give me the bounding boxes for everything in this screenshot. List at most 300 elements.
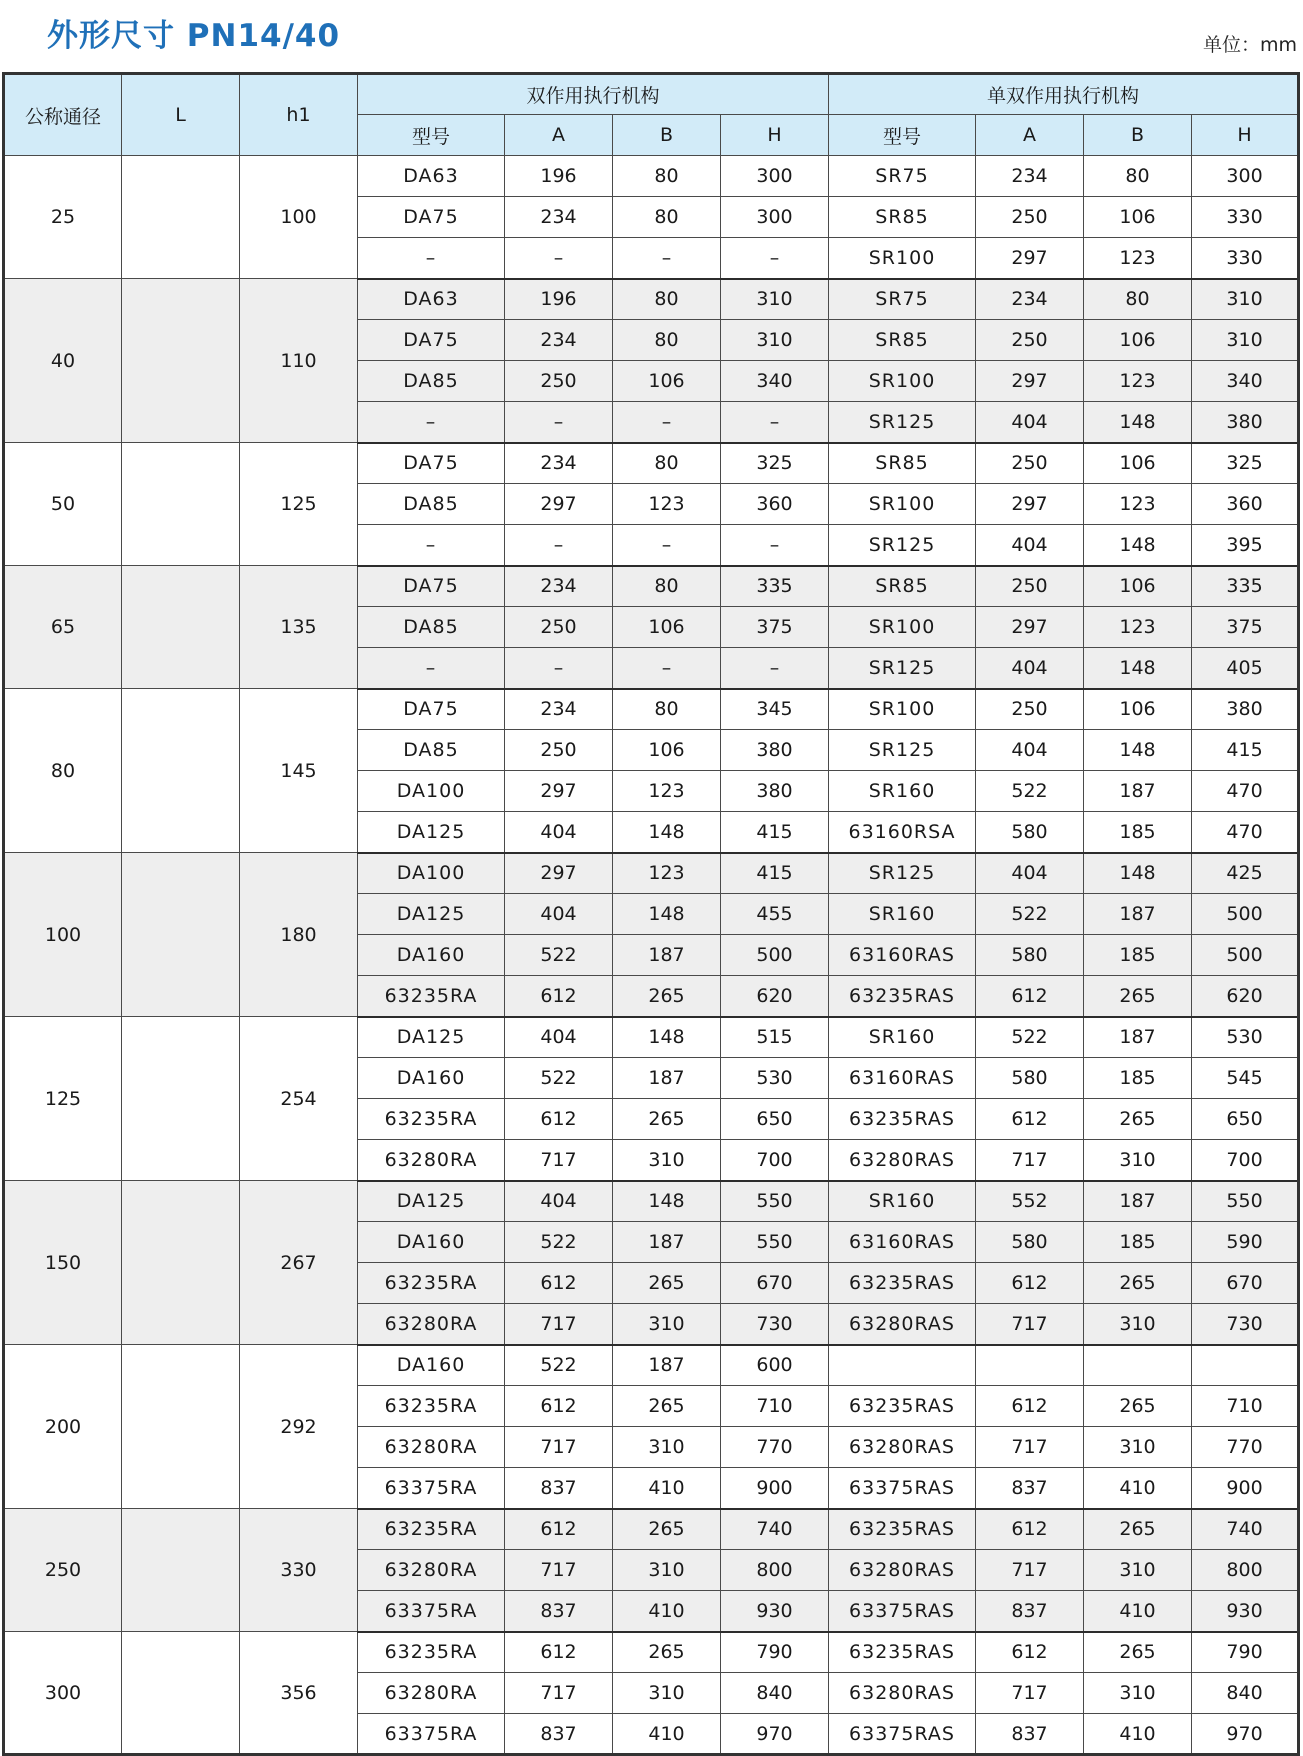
cell-da-B: 187 [613, 1345, 721, 1386]
cell-sr-B: 123 [1084, 361, 1192, 402]
dn-group [4, 1017, 1299, 1181]
cell-sr-H: 330 [1192, 238, 1299, 279]
cell-da-B: 80 [613, 566, 721, 607]
table-row [4, 566, 1299, 607]
cell-da-model: 63375RA [358, 1714, 505, 1755]
cell-sr-A: 234 [976, 279, 1084, 320]
cell-sr-A: 612 [976, 976, 1084, 1017]
cell-da-B: 310 [613, 1673, 721, 1714]
cell-da-model: – [358, 238, 505, 279]
cell-sr-model: 63280RAS [829, 1140, 976, 1181]
cell-da-model: DA85 [358, 484, 505, 525]
cell-h1: 180 [240, 853, 358, 1017]
cell-sr-A: 837 [976, 1468, 1084, 1509]
cell-sr-H: 790 [1192, 1632, 1299, 1673]
cell-sr-H: 970 [1192, 1714, 1299, 1755]
cell-da-model: DA100 [358, 771, 505, 812]
cell-da-A: 717 [505, 1304, 613, 1345]
cell-sr-model: 63235RAS [829, 1263, 976, 1304]
table-row [4, 853, 1299, 894]
cell-da-model: 63280RA [358, 1427, 505, 1468]
cell-da-A: 717 [505, 1140, 613, 1181]
cell-sr-model: 63235RAS [829, 976, 976, 1017]
cell-sr-A: 234 [976, 156, 1084, 197]
cell-h1: 110 [240, 279, 358, 443]
cell-sr-H: 670 [1192, 1263, 1299, 1304]
cell-da-H: 740 [721, 1509, 829, 1550]
dn-group [4, 1181, 1299, 1345]
cell-da-H: 620 [721, 976, 829, 1017]
cell-sr-A [976, 1345, 1084, 1386]
cell-sr-A: 837 [976, 1591, 1084, 1632]
cell-da-model: DA125 [358, 1017, 505, 1058]
cell-sr-H: 310 [1192, 279, 1299, 320]
cell-da-A: 196 [505, 156, 613, 197]
cell-sr-B: 123 [1084, 238, 1192, 279]
cell-da-A: 522 [505, 935, 613, 976]
cell-sr-B: 148 [1084, 853, 1192, 894]
cell-da-H: 530 [721, 1058, 829, 1099]
cell-da-model: 63280RA [358, 1673, 505, 1714]
cell-da-model: DA85 [358, 361, 505, 402]
cell-h1: 292 [240, 1345, 358, 1509]
cell-da-H: 770 [721, 1427, 829, 1468]
cell-sr-model: SR160 [829, 894, 976, 935]
header-sr-model: 型号 [829, 115, 976, 156]
cell-sr-A: 522 [976, 771, 1084, 812]
cell-sr-model: 63235RAS [829, 1386, 976, 1427]
cell-dn: 65 [4, 566, 122, 689]
cell-sr-H: 375 [1192, 607, 1299, 648]
cell-sr-B: 187 [1084, 1017, 1192, 1058]
cell-sr-A: 404 [976, 525, 1084, 566]
cell-sr-H: 330 [1192, 197, 1299, 238]
cell-sr-H: 470 [1192, 771, 1299, 812]
cell-sr-model: 63280RAS [829, 1304, 976, 1345]
cell-sr-B: 310 [1084, 1673, 1192, 1714]
cell-da-A: – [505, 238, 613, 279]
cell-da-A: 717 [505, 1673, 613, 1714]
cell-da-model: DA160 [358, 1058, 505, 1099]
cell-da-H: 800 [721, 1550, 829, 1591]
cell-sr-A: 250 [976, 443, 1084, 484]
cell-da-B: – [613, 648, 721, 689]
cell-L [122, 1017, 240, 1181]
dimension-table [2, 72, 1300, 1756]
cell-L [122, 1632, 240, 1755]
cell-sr-model: 63280RAS [829, 1673, 976, 1714]
cell-da-H: 670 [721, 1263, 829, 1304]
dn-group [4, 689, 1299, 853]
dn-group [4, 156, 1299, 279]
cell-sr-H: 470 [1192, 812, 1299, 853]
cell-sr-A: 250 [976, 566, 1084, 607]
table-row [4, 1632, 1299, 1673]
cell-sr-A: 612 [976, 1099, 1084, 1140]
cell-da-A: 297 [505, 853, 613, 894]
cell-sr-model: SR160 [829, 1017, 976, 1058]
header-da-model: 型号 [358, 115, 505, 156]
cell-sr-H: 900 [1192, 1468, 1299, 1509]
cell-da-B: 106 [613, 361, 721, 402]
cell-da-H: 310 [721, 320, 829, 361]
cell-da-A: 612 [505, 1099, 613, 1140]
cell-da-model: DA75 [358, 320, 505, 361]
cell-sr-A: 612 [976, 1386, 1084, 1427]
cell-sr-B: 410 [1084, 1714, 1192, 1755]
cell-dn: 80 [4, 689, 122, 853]
cell-L [122, 1181, 240, 1345]
cell-sr-A: 297 [976, 238, 1084, 279]
cell-da-A: – [505, 402, 613, 443]
cell-da-H: 710 [721, 1386, 829, 1427]
dn-group [4, 1345, 1299, 1509]
cell-da-A: 234 [505, 320, 613, 361]
cell-da-H: 790 [721, 1632, 829, 1673]
cell-sr-B: 187 [1084, 1181, 1192, 1222]
cell-da-B: – [613, 238, 721, 279]
cell-sr-H: 310 [1192, 320, 1299, 361]
cell-da-H: 650 [721, 1099, 829, 1140]
header-da-A: A [505, 115, 613, 156]
header-sr-A: A [976, 115, 1084, 156]
cell-da-A: 612 [505, 1386, 613, 1427]
cell-da-model: DA125 [358, 1181, 505, 1222]
table-row [4, 443, 1299, 484]
cell-sr-B: 187 [1084, 771, 1192, 812]
cell-da-A: 234 [505, 443, 613, 484]
cell-sr-model: SR100 [829, 361, 976, 402]
cell-da-H: 970 [721, 1714, 829, 1755]
table-row [4, 689, 1299, 730]
cell-sr-H: 590 [1192, 1222, 1299, 1263]
cell-sr-A: 717 [976, 1550, 1084, 1591]
cell-sr-H: 340 [1192, 361, 1299, 402]
cell-L [122, 1509, 240, 1632]
cell-da-B: 265 [613, 1263, 721, 1304]
cell-da-H: 515 [721, 1017, 829, 1058]
cell-dn: 300 [4, 1632, 122, 1755]
cell-sr-B: 185 [1084, 1058, 1192, 1099]
cell-da-A: 612 [505, 1509, 613, 1550]
table-header [4, 74, 1299, 156]
cell-sr-B: 187 [1084, 894, 1192, 935]
cell-sr-A: 404 [976, 853, 1084, 894]
cell-sr-A: 612 [976, 1263, 1084, 1304]
cell-da-B: 310 [613, 1304, 721, 1345]
cell-da-model: 63235RA [358, 1632, 505, 1673]
cell-dn: 200 [4, 1345, 122, 1509]
cell-sr-model: SR75 [829, 156, 976, 197]
cell-da-B: 80 [613, 156, 721, 197]
cell-da-H: 335 [721, 566, 829, 607]
cell-sr-model: 63235RAS [829, 1099, 976, 1140]
cell-sr-H: 800 [1192, 1550, 1299, 1591]
header-single-double-acting: 单双作用执行机构 [829, 74, 1299, 115]
cell-da-model: DA160 [358, 1222, 505, 1263]
cell-sr-model: 63160RSA [829, 812, 976, 853]
cell-sr-B: 106 [1084, 197, 1192, 238]
header-L: L [122, 74, 240, 156]
cell-sr-A: 250 [976, 320, 1084, 361]
cell-sr-B: 310 [1084, 1550, 1192, 1591]
cell-L [122, 279, 240, 443]
cell-L [122, 689, 240, 853]
cell-da-model: DA63 [358, 279, 505, 320]
cell-sr-model: 63375RAS [829, 1591, 976, 1632]
cell-sr-A: 552 [976, 1181, 1084, 1222]
cell-sr-A: 717 [976, 1427, 1084, 1468]
cell-da-model: DA75 [358, 689, 505, 730]
cell-da-model: 63280RA [358, 1140, 505, 1181]
cell-sr-H: 710 [1192, 1386, 1299, 1427]
cell-da-H: – [721, 648, 829, 689]
cell-sr-A: 297 [976, 484, 1084, 525]
cell-da-B: 410 [613, 1468, 721, 1509]
cell-sr-model: SR75 [829, 279, 976, 320]
cell-sr-H: 360 [1192, 484, 1299, 525]
cell-sr-H: 770 [1192, 1427, 1299, 1468]
cell-da-H: 415 [721, 812, 829, 853]
cell-sr-H: 395 [1192, 525, 1299, 566]
cell-da-model: DA85 [358, 730, 505, 771]
cell-sr-model: SR85 [829, 197, 976, 238]
cell-da-model: DA160 [358, 1345, 505, 1386]
cell-sr-B: 148 [1084, 648, 1192, 689]
cell-da-B: 80 [613, 279, 721, 320]
cell-sr-model: 63160RAS [829, 935, 976, 976]
table-row [4, 1181, 1299, 1222]
cell-sr-A: 250 [976, 197, 1084, 238]
cell-dn: 50 [4, 443, 122, 566]
cell-sr-H: 530 [1192, 1017, 1299, 1058]
cell-da-model: DA75 [358, 443, 505, 484]
cell-da-model: 63235RA [358, 1509, 505, 1550]
cell-da-H: 380 [721, 730, 829, 771]
cell-sr-A: 404 [976, 402, 1084, 443]
cell-da-B: 80 [613, 689, 721, 730]
cell-L [122, 566, 240, 689]
cell-da-B: 265 [613, 1099, 721, 1140]
cell-sr-model: SR125 [829, 525, 976, 566]
dn-group [4, 279, 1299, 443]
cell-sr-H: 500 [1192, 894, 1299, 935]
cell-da-A: 717 [505, 1427, 613, 1468]
cell-sr-H [1192, 1345, 1299, 1386]
cell-sr-A: 522 [976, 894, 1084, 935]
cell-da-model: – [358, 648, 505, 689]
cell-da-H: 360 [721, 484, 829, 525]
cell-da-B: 80 [613, 320, 721, 361]
cell-sr-B: 310 [1084, 1140, 1192, 1181]
cell-da-B: 106 [613, 607, 721, 648]
cell-sr-A: 404 [976, 730, 1084, 771]
cell-da-H: – [721, 525, 829, 566]
cell-da-A: 522 [505, 1345, 613, 1386]
unit-label: 单位：mm [1202, 34, 1297, 56]
cell-sr-A: 717 [976, 1304, 1084, 1345]
cell-da-H: 375 [721, 607, 829, 648]
cell-da-A: 250 [505, 607, 613, 648]
cell-h1: 267 [240, 1181, 358, 1345]
cell-sr-H: 415 [1192, 730, 1299, 771]
cell-sr-model: 63375RAS [829, 1468, 976, 1509]
cell-da-A: 250 [505, 730, 613, 771]
cell-da-A: 522 [505, 1058, 613, 1099]
cell-L [122, 156, 240, 279]
cell-sr-model: 63160RAS [829, 1222, 976, 1263]
cell-h1: 135 [240, 566, 358, 689]
dn-group [4, 1632, 1299, 1755]
cell-da-A: 404 [505, 1181, 613, 1222]
cell-h1: 145 [240, 689, 358, 853]
cell-da-model: 63235RA [358, 1386, 505, 1427]
cell-sr-B: 106 [1084, 689, 1192, 730]
cell-sr-H: 300 [1192, 156, 1299, 197]
cell-sr-model: SR125 [829, 402, 976, 443]
cell-da-B: 187 [613, 1222, 721, 1263]
cell-da-H: 380 [721, 771, 829, 812]
cell-da-H: 345 [721, 689, 829, 730]
cell-sr-H: 380 [1192, 402, 1299, 443]
cell-sr-A: 580 [976, 1222, 1084, 1263]
cell-da-A: 404 [505, 812, 613, 853]
cell-dn: 25 [4, 156, 122, 279]
cell-sr-B: 185 [1084, 1222, 1192, 1263]
cell-da-B: 80 [613, 197, 721, 238]
cell-da-H: 550 [721, 1222, 829, 1263]
cell-da-model: 63235RA [358, 976, 505, 1017]
cell-sr-B: 185 [1084, 935, 1192, 976]
cell-da-A: 196 [505, 279, 613, 320]
cell-da-A: 404 [505, 894, 613, 935]
cell-sr-A: 250 [976, 689, 1084, 730]
cell-da-B: 410 [613, 1591, 721, 1632]
cell-da-A: 522 [505, 1222, 613, 1263]
cell-da-model: DA125 [358, 812, 505, 853]
cell-da-A: – [505, 648, 613, 689]
dn-group [4, 853, 1299, 1017]
cell-da-H: 600 [721, 1345, 829, 1386]
cell-sr-A: 580 [976, 935, 1084, 976]
cell-sr-B: 106 [1084, 320, 1192, 361]
cell-sr-A: 580 [976, 812, 1084, 853]
cell-da-A: – [505, 525, 613, 566]
cell-sr-A: 717 [976, 1673, 1084, 1714]
cell-sr-model: 63235RAS [829, 1509, 976, 1550]
cell-sr-H: 500 [1192, 935, 1299, 976]
cell-sr-B: 106 [1084, 443, 1192, 484]
cell-da-B: 187 [613, 935, 721, 976]
cell-dn: 250 [4, 1509, 122, 1632]
cell-sr-model: SR85 [829, 320, 976, 361]
cell-da-B: 148 [613, 894, 721, 935]
cell-sr-H: 545 [1192, 1058, 1299, 1099]
cell-sr-A: 404 [976, 648, 1084, 689]
cell-da-model: DA125 [358, 894, 505, 935]
cell-sr-model: 63280RAS [829, 1550, 976, 1591]
cell-da-A: 837 [505, 1468, 613, 1509]
cell-da-B: 410 [613, 1714, 721, 1755]
cell-sr-A: 612 [976, 1509, 1084, 1550]
cell-da-B: 310 [613, 1550, 721, 1591]
cell-da-H: 840 [721, 1673, 829, 1714]
cell-sr-H: 840 [1192, 1673, 1299, 1714]
cell-da-model: – [358, 402, 505, 443]
cell-L [122, 853, 240, 1017]
table-row [4, 279, 1299, 320]
cell-da-H: 300 [721, 197, 829, 238]
cell-da-model: 63280RA [358, 1550, 505, 1591]
cell-da-B: 310 [613, 1427, 721, 1468]
header-dn: 公称通径 [4, 74, 122, 156]
cell-da-B: 310 [613, 1140, 721, 1181]
cell-dn: 100 [4, 853, 122, 1017]
cell-da-B: 148 [613, 1181, 721, 1222]
cell-da-model: DA100 [358, 853, 505, 894]
cell-sr-H: 730 [1192, 1304, 1299, 1345]
cell-sr-B: 185 [1084, 812, 1192, 853]
cell-sr-H: 335 [1192, 566, 1299, 607]
cell-da-A: 612 [505, 1263, 613, 1304]
cell-da-A: 297 [505, 484, 613, 525]
cell-da-B: 265 [613, 976, 721, 1017]
cell-da-A: 250 [505, 361, 613, 402]
cell-sr-model: SR100 [829, 238, 976, 279]
header-sr-H: H [1192, 115, 1299, 156]
cell-da-model: DA75 [358, 566, 505, 607]
cell-sr-model: SR85 [829, 566, 976, 607]
cell-L [122, 1345, 240, 1509]
cell-da-H: 550 [721, 1181, 829, 1222]
table-row [4, 1345, 1299, 1386]
header-double-acting: 双作用执行机构 [358, 74, 829, 115]
cell-sr-H: 380 [1192, 689, 1299, 730]
cell-da-B: 148 [613, 1017, 721, 1058]
cell-sr-B: 148 [1084, 730, 1192, 771]
cell-da-A: 837 [505, 1714, 613, 1755]
cell-sr-B: 310 [1084, 1427, 1192, 1468]
cell-da-H: 730 [721, 1304, 829, 1345]
cell-da-B: 265 [613, 1632, 721, 1673]
cell-da-H: 415 [721, 853, 829, 894]
cell-sr-B: 265 [1084, 1263, 1192, 1304]
cell-da-B: 106 [613, 730, 721, 771]
cell-da-model: 63280RA [358, 1304, 505, 1345]
cell-da-model: DA85 [358, 607, 505, 648]
cell-da-B: 123 [613, 771, 721, 812]
cell-da-B: – [613, 525, 721, 566]
cell-sr-model: SR125 [829, 648, 976, 689]
cell-sr-H: 650 [1192, 1099, 1299, 1140]
cell-da-model: DA63 [358, 156, 505, 197]
cell-da-model: 63235RA [358, 1263, 505, 1304]
header-da-B: B [613, 115, 721, 156]
cell-da-H: 300 [721, 156, 829, 197]
cell-sr-model: SR125 [829, 853, 976, 894]
cell-h1: 100 [240, 156, 358, 279]
cell-da-H: 930 [721, 1591, 829, 1632]
cell-sr-model: 63280RAS [829, 1427, 976, 1468]
dn-group [4, 1509, 1299, 1632]
cell-sr-H: 930 [1192, 1591, 1299, 1632]
cell-sr-model: SR160 [829, 1181, 976, 1222]
cell-sr-B: 123 [1084, 484, 1192, 525]
cell-sr-A: 717 [976, 1140, 1084, 1181]
cell-sr-B: 265 [1084, 1632, 1192, 1673]
cell-h1: 254 [240, 1017, 358, 1181]
cell-da-H: 325 [721, 443, 829, 484]
